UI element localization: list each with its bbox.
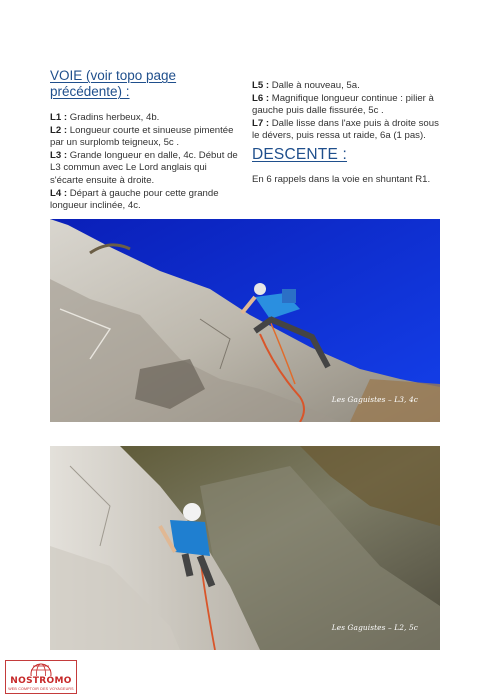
- pitch-label: L5 :: [252, 80, 270, 91]
- pitch-text: Dalle à nouveau, 5a.: [269, 80, 360, 91]
- photo-1-caption: Les Gaguistes – L3, 4c: [331, 395, 418, 404]
- pitch-l4: [50, 188, 242, 213]
- pitch-text: Magnifique longueur continue : pilier à gauche puis dalle fissurée, 5c .: [252, 92, 434, 117]
- pitch-label: L3 :: [50, 149, 68, 161]
- pitch-l7: [252, 118, 444, 143]
- pitch-l6: [252, 93, 444, 118]
- pitch-text: Dalle lisse dans l'axe puis à droite sous le dévers, puis ressa ut raide, 6a (1 pas).: [252, 117, 439, 142]
- climbing-photo-1-image: [50, 219, 440, 422]
- pitch-text: Longueur courte et sinueuse pimentée par un surplomb teigneux, 5c .: [50, 124, 234, 149]
- route-description-right: [252, 80, 444, 187]
- pitch-text: Départ à gauche pour cette grande longueur inclinée, 4c.: [50, 187, 219, 212]
- pitch-l2: [50, 125, 242, 150]
- voie-heading: VOIE (voir topo page précédente) :: [50, 68, 177, 99]
- globe-icon: [30, 662, 52, 676]
- photo-2-caption: Les Gaguistes – L2, 5c: [331, 623, 418, 632]
- pitch-text: Grande longueur en dalle, 4c. Début de L3 commun avec Le Lord anglais qui s'écarte ensuite à droite.: [50, 149, 238, 186]
- pitch-l1: [50, 112, 242, 125]
- logo-brand: NOSTROMO: [10, 676, 72, 686]
- pitch-label: L6 :: [252, 92, 270, 104]
- climbing-photo-2: [50, 446, 440, 650]
- climbing-photo-1: [50, 219, 440, 422]
- climbing-photo-2-image: [50, 446, 440, 650]
- route-description-left: [50, 68, 242, 213]
- pitch-l5: [252, 80, 444, 93]
- pitch-l3: [50, 150, 242, 188]
- pitch-label: L2 :: [50, 124, 68, 136]
- pitch-label: L1 :: [50, 112, 68, 123]
- pitch-label: L4 :: [50, 187, 68, 199]
- descente-heading: DESCENTE :: [252, 145, 348, 163]
- pitch-label: L7 :: [252, 117, 270, 129]
- logo-tagline: WEB COMPTOIR DES VOYAGEURS: [8, 687, 74, 691]
- nostromo-logo: [5, 660, 77, 694]
- pitch-text: Gradins herbeux, 4b.: [67, 112, 160, 123]
- descente-text: En 6 rappels dans la voie en shuntant R1.: [252, 173, 431, 185]
